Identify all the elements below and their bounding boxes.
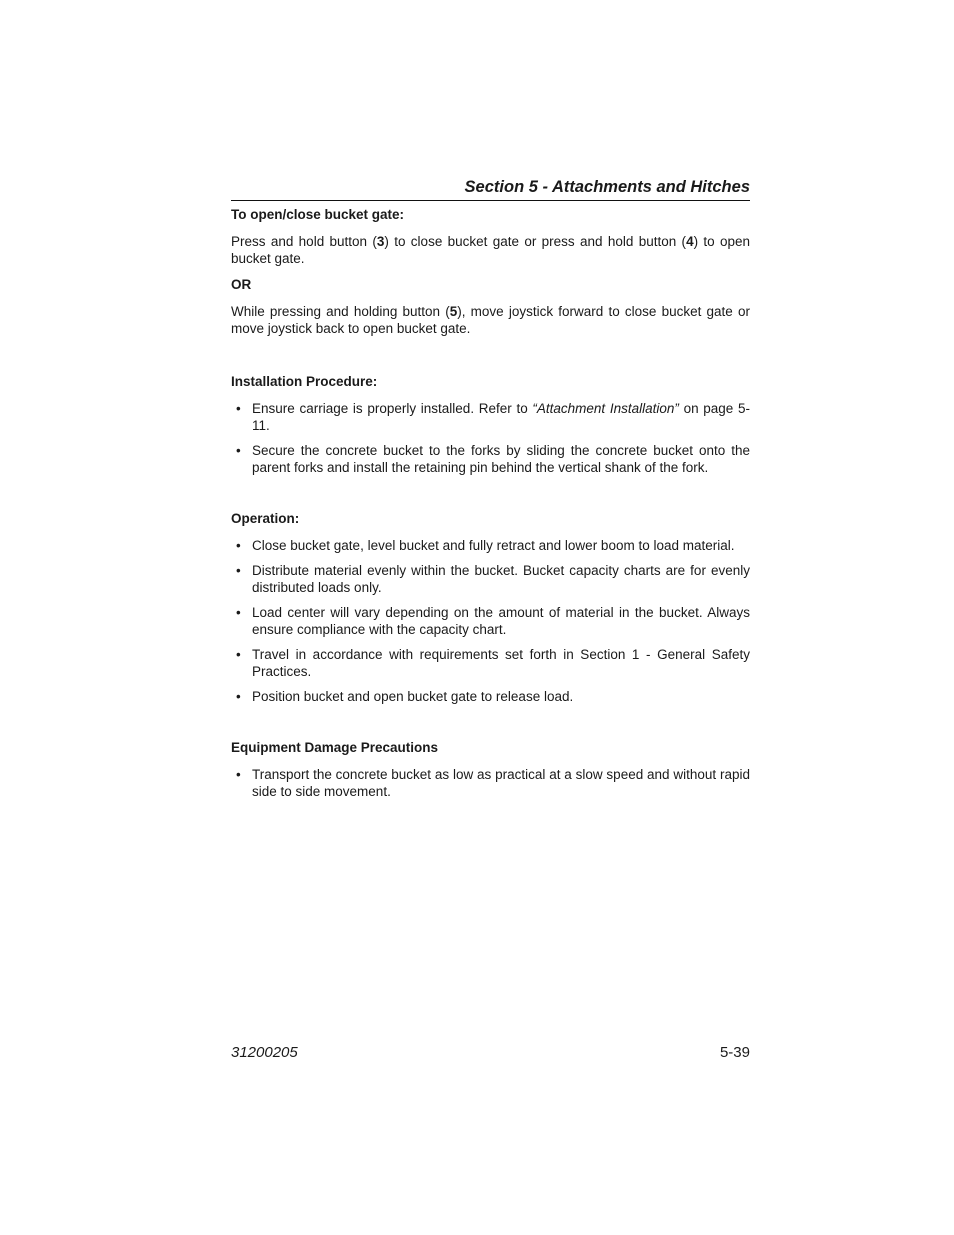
operation-item-text: Distribute material evenly within the bucket. Bucket capacity charts are for evenly distributed loads only. <box>252 563 750 595</box>
install-item-1-text-b: on page 5-11. <box>252 401 750 433</box>
attachment-installation-reference: “Attachment Installation” <box>532 401 679 416</box>
list-item <box>231 688 750 705</box>
gate-p2-text-a: While pressing and holding button ( <box>231 304 450 319</box>
bullet-icon: • <box>236 401 241 416</box>
gate-p2-text-b: ), move joystick forward to close bucket gate or move joystick back to open bucket gate. <box>231 304 750 336</box>
bullet-icon: • <box>236 538 241 553</box>
section-title: Section 5 - Attachments and Hitches <box>464 178 750 196</box>
manual-page <box>231 0 750 1235</box>
damage-item-text: Transport the concrete bucket as low as practical at a slow speed and without rapid side to side movement. <box>252 767 750 799</box>
page-number: 5-39 <box>719 1044 750 1061</box>
bullet-icon: • <box>236 563 241 578</box>
document-number: 31200205 <box>231 1044 298 1061</box>
install-item-1-text-a: Ensure carriage is properly installed. Refer to <box>252 401 533 416</box>
operation-item-text: Travel in accordance with requirements set forth in Section 1 - General Safety Practices. <box>252 647 750 679</box>
button-4-ref: 4 <box>686 234 694 249</box>
operation-item-text: Load center will vary depending on the amount of material in the bucket. Always ensure compliance with the capacity chart. <box>252 605 750 637</box>
list-item <box>231 604 750 638</box>
gate-paragraph-1 <box>231 233 750 267</box>
list-item <box>231 646 750 680</box>
button-3-ref: 3 <box>376 234 385 249</box>
gate-p1-text-c: ) to open bucket gate. <box>231 234 751 266</box>
bullet-icon: • <box>236 767 241 782</box>
gate-paragraph-2 <box>231 303 750 337</box>
list-item <box>231 537 750 554</box>
list-item <box>231 442 750 476</box>
operation-heading: Operation: <box>231 511 300 526</box>
operation-item-text: Position bucket and open bucket gate to release load. <box>252 689 574 704</box>
gate-heading: To open/close bucket gate: <box>231 207 405 222</box>
bullet-icon: • <box>236 443 241 458</box>
gate-p1-text-a: Press and hold button ( <box>231 234 377 249</box>
damage-heading: Equipment Damage Precautions <box>231 740 439 755</box>
bullet-icon: • <box>236 689 241 704</box>
install-item-2-text: Secure the concrete bucket to the forks by sliding the concrete bucket onto the parent forks and install the retaining pin behind the vertical shank of the fork. <box>252 443 750 475</box>
list-item <box>231 766 750 800</box>
bullet-icon: • <box>236 647 241 662</box>
gate-p1-text-b: ) to close bucket gate or press and hold button ( <box>384 234 687 249</box>
bullet-icon: • <box>236 605 241 620</box>
operation-item-text: Close bucket gate, level bucket and fully retract and lower boom to load material. <box>252 538 735 553</box>
list-item <box>231 562 750 596</box>
button-5-ref: 5 <box>449 304 458 319</box>
or-label: OR <box>231 277 252 292</box>
header-rule <box>231 200 750 201</box>
list-item <box>231 400 750 434</box>
installation-heading: Installation Procedure: <box>231 374 378 389</box>
